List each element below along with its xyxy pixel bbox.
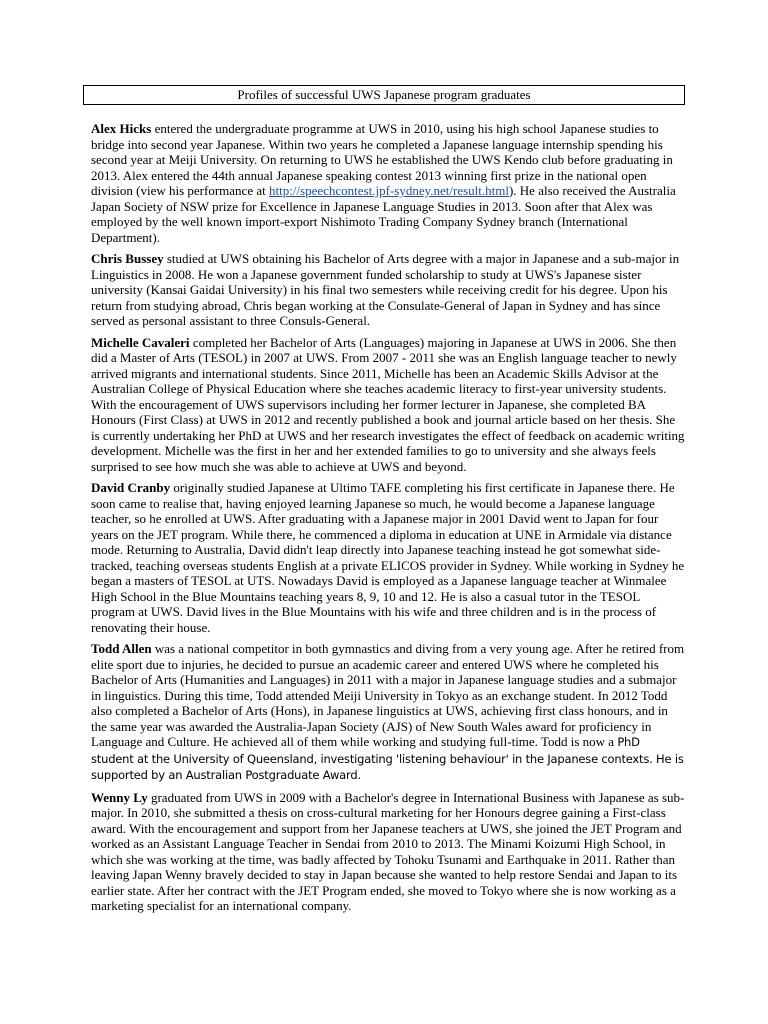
profile-name: Michelle Cavaleri: [91, 334, 190, 350]
profile-text: entered the undergraduate programme at UWS in 2010, using his high school Japanese studies to bridge into second year Japanese. Within two years he completed a Japanese language internship spending his second year at Meiji University. On returning to UWS he established the UWS Kendo club before graduating in 2013. Alex entered the 44th annual Japanese speaking contest 2013 winning first prize in the national open division (view his performance at: [91, 121, 673, 198]
profile-name: Todd Allen: [91, 641, 152, 656]
profile-wenny-ly: [91, 790, 685, 914]
profile-text: graduated from UWS in 2009 with a Bachelor's degree in International Business with Japanese as sub-major. In 2010, she submitted a thesis on cross-cultural marketing for her Honours degree gaining a First-class award. With the encouragement and support from her Japanese teachers at UWS, she joined the JET Program and worked as an Assistant Language Teacher in Sendai from 2010 to 2013. The Minami Koizumi High School, in which she was working at the time, was badly affected by Tohoku Tsunami and Earthquake in 2011. Rather than leaving Japan Wenny bravely decided to stay in Japan because she wanted to help restore Sendai and Japan to its earlier state. After her contract with the JET Program ended, she moved to Tokyo where she is now working as a marketing specialist for an international company.: [91, 789, 685, 913]
profile-david-cranby: [91, 480, 685, 635]
profile-text: was a national competitor in both gymnastics and diving from a very young age. After he retired from elite sport due to injuries, he decided to pursue an academic career and entered UWS where he completed his Bachelor of Arts (Humanities and Languages) in 2011 with a major in Japanese language studies and a submajor in linguistics. During this time, Todd attended Meiji University in Tokyo as an exchange student. In 2012 Todd also completed a Bachelor of Arts (Hons), in Japanese linguistics at UWS, achieving first class honours, and in the same year was awarded the Australia-Japan Society (AJS) of New South Wales award for proficiency in Language and Culture. He achieved all of them while working and studying full-time. Todd is now a: [91, 641, 685, 749]
profile-alex-hicks: [91, 121, 685, 245]
profile-name: David Cranby: [91, 480, 171, 495]
profile-michelle-cavaleri: [91, 335, 685, 475]
profile-text: originally studied Japanese at Ultimo TAFE completing his first certificate in Japanese there. He soon came to realise that, having enjoyed learning Japanese so much, he would become a Japanese language teacher, so he enrolled at UWS. After graduating with a Japanese major in 2001 David went to Japan for four years on the JET program. While there, he commenced a diploma in education at UNE in Armidale via distance mode. Returning to Australia, David didn't leap directly into Japanese teaching instead he got somewhat side-tracked, teaching overseas students English at a private ELICOS provider in Sydney. While working in Sydney he began a masters of TESOL at UTS. Nowadays David is employed as a Japanese language teacher at Winmalee High School in the Blue Mountains teaching years 8, 9, 10 and 12. He is also a casual tutor in the TESOL program at UWS. David lives in the Blue Mountains with his wife and three children and is in the process of renovating their house.: [91, 480, 685, 635]
document-page: [91, 85, 685, 920]
profile-name: Alex Hicks: [91, 121, 152, 136]
profile-text: studied at UWS obtaining his Bachelor of Arts degree with a major in Japanese and a sub-major in Linguistics in 2008. He won a Japanese government funded scholarship to study at UWS's Japanese sister university (Kansai Gaidai University) in his final two semesters while receiving credit for his degree. Upon his return from studying abroad, Chris began working at the Consulate-General of Japan in Sydney and has since served as personal assistant to three Consuls-General.: [91, 251, 680, 328]
profile-chris-bussey: [91, 251, 685, 329]
profile-text: completed her Bachelor of Arts (Languages) majoring in Japanese at UWS in 2006. She then did a Master of Arts (TESOL) in 2007 at UWS. From 2007 - 2011 she was an English language teacher to newly arrived migrants and international students. Since 2011, Michelle has been an Academic Skills Advisor at the Australian College of Physical Education where she teaches academic literacy to first-year university students. With the encouragement of UWS supervisors including her former lecturer in Japanese, she completed BA Honours (First Class) at UWS in 2012 and recently published a book and journal article based on her thesis. She is currently undertaking her PhD at UWS and her research investigates the effect of feedback on academic writing development. Michelle was the first in her and her extended families to go to university and she always feels surprised to see how much she was able to achieve at UWS and beyond.: [91, 334, 685, 474]
profile-text-continued: ). He also received the Australia Japan Society of NSW prize for Excellence in Japanese Language Studies in 2013. Soon after that Alex was employed by the well known import-export Nishimoto Trading Company Sydney branch (International Department).: [91, 183, 676, 245]
profile-name: Chris Bussey: [91, 251, 164, 266]
profiles-list: [91, 121, 685, 914]
profile-name: Wenny Ly: [91, 789, 148, 805]
page-title: Profiles of successful UWS Japanese program graduates: [83, 85, 685, 105]
speech-contest-link[interactable]: http://speechcontest.jpf-sydney.net/result.html: [268, 183, 509, 198]
profile-todd-allen: [91, 641, 685, 784]
profile-text-alt-font: PhD student at the University of Queensland, investigating 'listening behaviour' in the Japanese contexts. He is supported by an Australian Postgraduate Award.: [91, 735, 684, 782]
